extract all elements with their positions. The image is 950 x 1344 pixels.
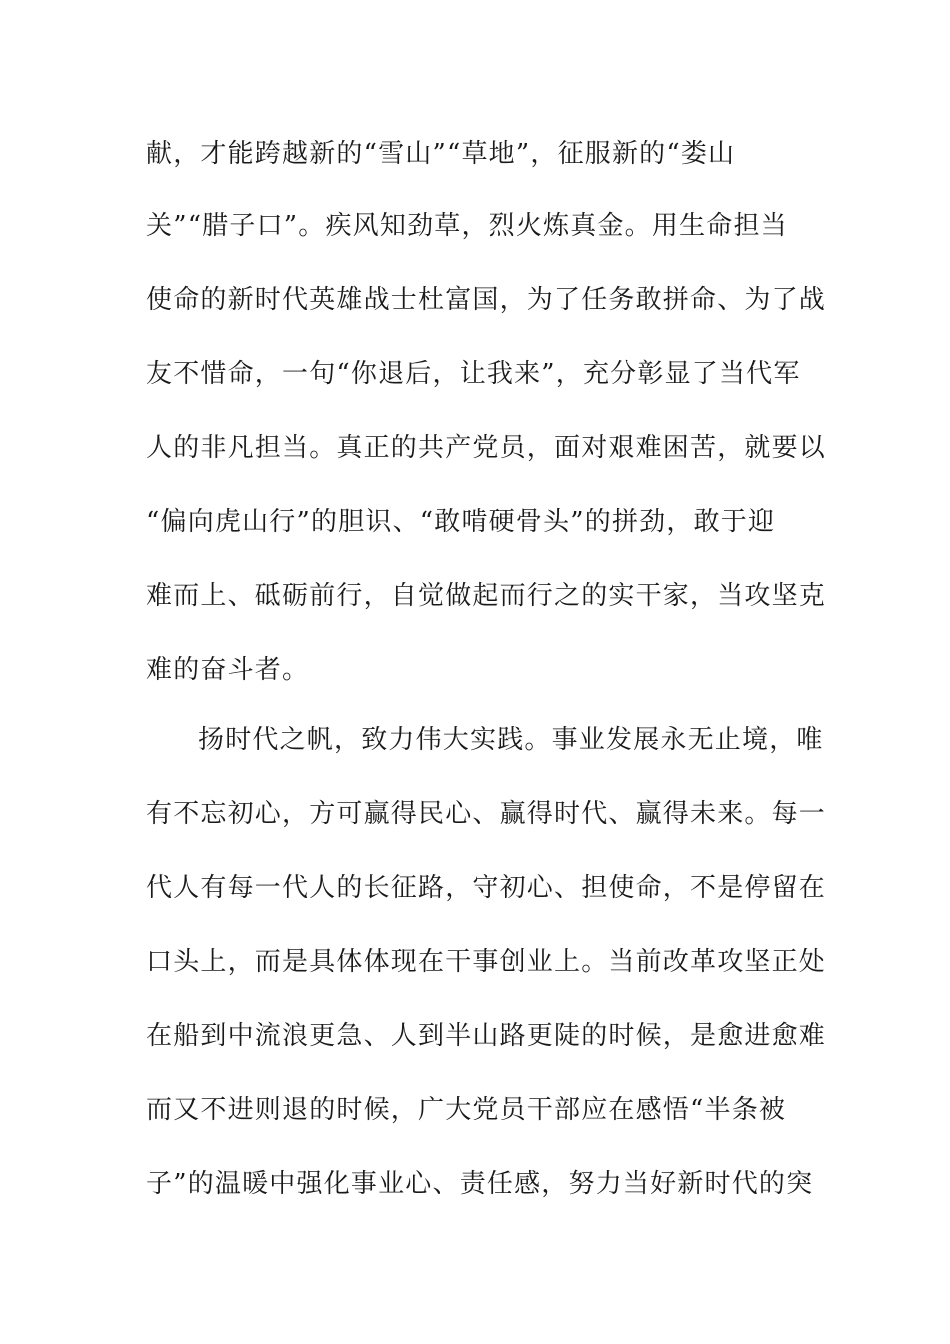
text-line: 代人有每一代人的长征路，守初心、担使命，不是停留在 [146, 873, 827, 903]
text-line: 难的奋斗者。 [146, 655, 310, 685]
text-line: 友不惜命，一句“你退后，让我来”，充分彰显了当代军 [146, 359, 801, 389]
text-line: 关”“腊子口”。疾风知劲草，烈火炼真金。用生命担当 [146, 211, 788, 241]
text-line: 而又不进则退的时候，广大党员干部应在感悟“半条被 [146, 1095, 787, 1125]
text-line: 扬时代之帆，致力伟大实践。事业发展永无止境，唯 [198, 725, 824, 755]
text-line: 在船到中流浪更急、人到半山路更陡的时候，是愈进愈难 [146, 1021, 827, 1051]
text-line: 人的非凡担当。真正的共产党员，面对艰难困苦，就要以 [146, 433, 827, 463]
text-line: 难而上、砥砺前行，自觉做起而行之的实干家，当攻坚克 [146, 581, 827, 611]
text-line: 有不忘初心，方可赢得民心、赢得时代、赢得未来。每一 [146, 799, 827, 829]
text-line: 使命的新时代英雄战士杜富国，为了任务敢拼命、为了战 [146, 285, 827, 315]
text-line: “偏向虎山行”的胆识、“敢啃硬骨头”的拼劲，敢于迎 [146, 507, 776, 537]
text-line: 献，才能跨越新的“雪山”“草地”，征服新的“娄山 [146, 139, 736, 169]
text-line: 子”的温暖中强化事业心、责任感，努力当好新时代的突 [146, 1169, 814, 1199]
text-line: 口头上，而是具体体现在干事创业上。当前改革攻坚正处 [146, 947, 827, 977]
